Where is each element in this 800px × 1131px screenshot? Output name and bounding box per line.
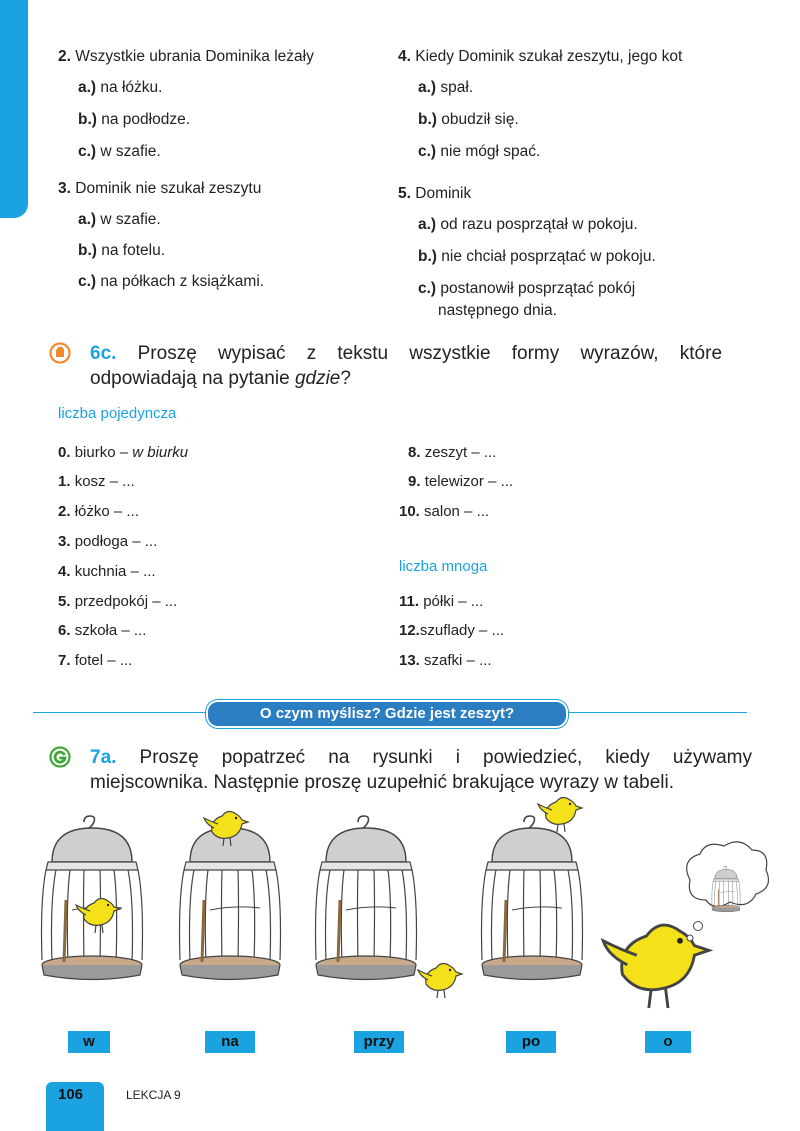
list-item: 5. przedpokój – ...: [58, 593, 178, 610]
list-item: 10. salon – ...: [399, 503, 490, 520]
exercise-6c-title: 6c. Proszę wypisać z tekstu wszystkie formy wyrazów, które odpowiadają na pytanie gdzie?: [90, 343, 723, 389]
list-item: 3. podłoga – ...: [58, 533, 158, 550]
list-item: 11. półki – ...: [399, 593, 484, 610]
list-item: 2. łóżko – ...: [58, 503, 139, 520]
list-item: 0. biurko – w biurku: [58, 444, 189, 461]
list-item: 7. fotel – ...: [58, 652, 133, 669]
exercise-7a-title: 7a. Proszę popatrzeć na rysunki i powiedzieć, kiedy używamy miejscownika. Następnie proszę uzupełnić brakujące wyrazy w tabeli.: [90, 747, 752, 793]
list-item: 1. kosz – ...: [58, 473, 135, 490]
preposition-przy: przy: [354, 1031, 404, 1053]
singular-label: liczba pojedyncza: [58, 405, 177, 422]
preposition-w: w: [68, 1031, 110, 1053]
section-banner: O czym myślisz? Gdzie jest zeszyt?: [206, 700, 568, 728]
list-item: 12.szuflady – ...: [399, 622, 505, 639]
chapter-tab: [0, 0, 28, 218]
preposition-o: o: [645, 1031, 691, 1053]
page-number: 106: [58, 1086, 84, 1103]
preposition-po: po: [506, 1031, 556, 1053]
lesson-label: LEKCJA 9: [126, 1088, 181, 1102]
list-item: 4. kuchnia – ...: [58, 563, 156, 580]
list-item: 8. zeszyt – ...: [408, 444, 497, 461]
list-item: 6. szkoła – ...: [58, 622, 147, 639]
list-item: 9. telewizor – ...: [408, 473, 514, 490]
plural-label: liczba mnoga: [399, 558, 488, 575]
list-item: 13. szafki – ...: [399, 652, 492, 669]
preposition-na: na: [205, 1031, 255, 1053]
